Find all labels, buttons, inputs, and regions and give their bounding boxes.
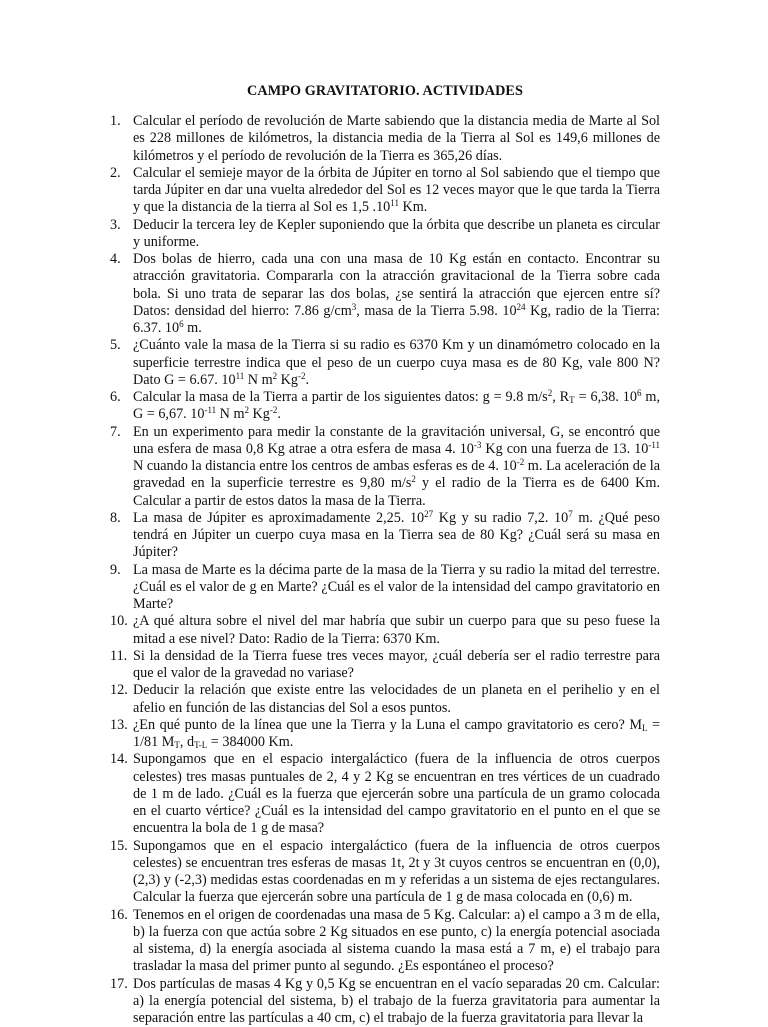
exercise-item <box>110 682 660 717</box>
exercise-item <box>110 562 660 614</box>
exercise-item <box>110 648 660 683</box>
exercise-number: 13. <box>110 717 130 734</box>
exercise-text: Deducir la tercera ley de Kepler suponiendo que la órbita que describe un planeta es circular y uniforme. <box>133 217 660 250</box>
exercise-item <box>110 613 660 648</box>
exercise-number: 1. <box>110 113 130 130</box>
exercise-number: 15. <box>110 838 130 855</box>
exercise-item <box>110 165 660 217</box>
exercise-text: En un experimento para medir la constante de la gravitación universal, G, se encontró que una esfera de masa 0,8 Kg atrae a otra esfera de masa 4. $10^{-3}$ Kg con una fuerza de 13. $10^{-11}$ N cuando la distancia entre los centros de ambas esferas es de 4. $10^{-2}$ m. La aceleración de la gravedad en la superficie terrestre es 9,80 $m/s^2$ y el radio de la Tierra es de 6400 Km. Calcular a partir de estos datos la masa de la Tierra. <box>133 424 660 509</box>
exercise-text: Supongamos que en el espacio intergaláctico (fuera de la influencia de otros cuerpos celestes) se encuentran tres esferas de masas 1t, 2t y 3t cuyos centros se encuentran en (0,0), (2,3) y (-2,3) medidas estas coordenadas en m y referidas a un sistema de ejes rectangulares. Calcular la fuerza que ejercerán sobre una partícula de 1 g de masa colocada en (0,6) m. <box>133 838 660 906</box>
exercise-number: 2. <box>110 165 130 182</box>
exercise-text: Calcular la masa de la Tierra a partir de los siguientes datos: g = 9.8 $m/s^2$, $R_T = 6,38$. $10^6$ m, G = 6,67. $10^{-11}$ N $m^2$ $Kg^{-2}$. <box>133 389 660 422</box>
exercise-number: 6. <box>110 389 130 406</box>
exercise-item <box>110 251 660 337</box>
exercise-number: 16. <box>110 907 130 924</box>
exercise-text: ¿A qué altura sobre el nivel del mar habría que subir un cuerpo para que su peso fuese la mitad a ese nivel? Dato: Radio de la Tierra: 6370 Km. <box>133 613 660 646</box>
exercise-number: 8. <box>110 510 130 527</box>
exercise-text: La masa de Júpiter es aproximadamente 2,25. $10^{27}$ Kg y su radio 7,2. $10^7$ m. ¿Qué peso tendrá en Júpiter un cuerpo cuya masa en la Tierra sea de 80 Kg? ¿Cuál será su masa en Júpiter? <box>133 510 660 561</box>
exercise-text: ¿En qué punto de la línea que une la Tierra y la Luna el campo gravitatorio es cero? $M_L = 1/81$ $M_T$, $d_{T-L} = 384000$ Km. <box>133 717 660 750</box>
exercise-text: La masa de Marte es la décima parte de la masa de la Tierra y su radio la mitad del terrestre. ¿Cuál es el valor de g en Marte? ¿Cuál es el valor de la intensidad del campo gravitatorio en Marte? <box>133 562 660 613</box>
exercise-text: Dos bolas de hierro, cada una con una masa de 10 Kg están en contacto. Encontrar su atracción gravitatoria. Compararla con la atracción gravitacional de la Tierra sobre cada bola. Si uno trata de separar las dos bolas, ¿se sentirá la atracción que ejercen entre sí? Datos: densidad del hierro: 7.86 $g/cm^3$, masa de la Tierra 5.98. $10^{24}$ Kg, radio de la Tierra: 6.37. $10^6$ m. <box>133 251 660 336</box>
exercise-number: 5. <box>110 337 130 354</box>
exercise-item <box>110 217 660 252</box>
exercise-text: Dos partículas de masas 4 Kg y 0,5 Kg se encuentran en el vacío separadas 20 cm. Calcular: a) la energía potencial del sistema, b) el trabajo de la fuerza gravitatoria para aumentar la separación entre las partículas a 40 cm, c) el trabajo de la fuerza gravitatoria para llevar la <box>133 976 660 1027</box>
exercise-number: 14. <box>110 751 130 768</box>
exercise-text: Si la densidad de la Tierra fuese tres veces mayor, ¿cuál debería ser el radio terrestre para que el valor de la gravedad no variase? <box>133 648 660 681</box>
exercise-number: 10. <box>110 613 130 630</box>
exercise-text: ¿Cuánto vale la masa de la Tierra si su radio es 6370 Km y un dinamómetro colocado en la superficie terrestre indica que el peso de un cuerpo cuya masa es de 80 Kg, vale 800 N? Dato G = 6.67. $10^{11}$ N $m^2$ $Kg^{-2}$. <box>133 337 660 388</box>
exercise-item <box>110 976 660 1027</box>
exercise-text: Tenemos en el origen de coordenadas una masa de 5 Kg. Calcular: a) el campo a 3 m de ella, b) la fuerza con que actúa sobre 2 Kg situados en ese punto, c) la energía potencial asociada al sistema, d) la energía asociada al sistema cuando la masa está a 7 m, e) el trabajo para trasladar la masa del primer punto al segundo. ¿Es espontáneo el proceso? <box>133 907 660 975</box>
exercise-number: 12. <box>110 682 130 699</box>
exercise-number: 7. <box>110 424 130 441</box>
exercise-text: Calcular el período de revolución de Marte sabiendo que la distancia media de Marte al Sol es 228 millones de kilómetros, la distancia media de la Tierra al Sol es 149,6 millones de kilómetros y el período de revolución de la Tierra es 365,26 días. <box>133 113 660 164</box>
exercise-item <box>110 717 660 752</box>
exercise-item <box>110 389 660 424</box>
exercise-item <box>110 424 660 510</box>
exercise-item <box>110 907 660 976</box>
exercise-item <box>110 510 660 562</box>
exercise-text: Supongamos que en el espacio intergaláctico (fuera de la influencia de otros cuerpos celestes) tres masas puntuales de 2, 4 y 2 Kg se encuentran en tres vértices de un cuadrado de 1 m de lado. ¿Cuál es la fuerza que ejercerán sobre una partícula de un gramo colocada en el cuarto vértice? ¿Cuál es la intensidad del campo gravitatorio en el punto en el que se encuentra la bola de 1 g de masa? <box>133 751 660 836</box>
exercise-item <box>110 751 660 837</box>
exercise-text: Calcular el semieje mayor de la órbita de Júpiter en torno al Sol sabiendo que el tiempo que tarda Júpiter en dar una vuelta alrededor del Sol es 12 veces mayor que le que tarda la Tierra y que la distancia de la tierra al Sol es 1,5 $.10^{11}$ Km. <box>133 165 660 216</box>
exercise-number: 17. <box>110 976 130 993</box>
exercise-number: 3. <box>110 217 130 234</box>
exercise-number: 11. <box>110 648 130 665</box>
exercise-number: 4. <box>110 251 130 268</box>
exercise-list <box>110 113 660 1027</box>
exercise-item <box>110 337 660 389</box>
exercise-number: 9. <box>110 562 130 579</box>
exercise-text: Deducir la relación que existe entre las velocidades de un planeta en el perihelio y en el afelio en función de las distancias del Sol a esos puntos. <box>133 682 660 715</box>
exercise-item <box>110 838 660 907</box>
exercise-item <box>110 113 660 165</box>
document-title: CAMPO GRAVITATORIO. ACTIVIDADES <box>110 83 660 100</box>
